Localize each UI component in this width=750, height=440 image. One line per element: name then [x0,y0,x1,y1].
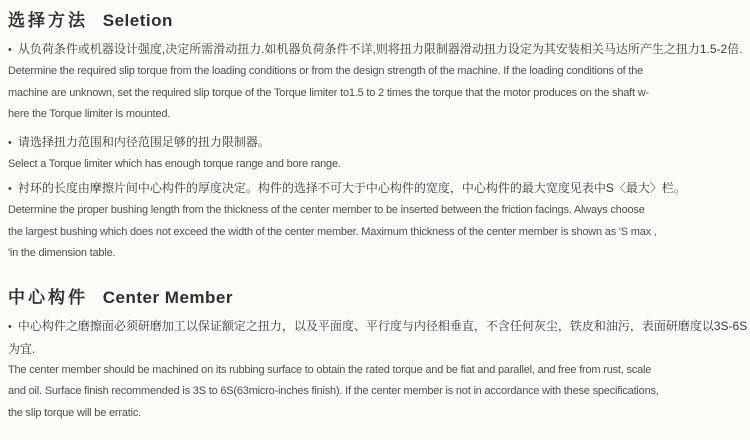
bullet-marker: • [8,44,12,56]
section-selection [8,10,744,265]
text-line-en: Determine the required slip torque from the loading conditions or from the design strength of the machine. If the loading conditions of the [8,65,644,77]
text-line-en: the largest bushing which does not exceed the width of the center member. Maximum thickness of the center member is shown as 'S max , [8,225,657,238]
text-line-en: machine are unknown, set the required slip torque of the Torque limiter to1.5 to 2 times the torque that the motor produces on the shaft w- [8,86,649,99]
text-line-en: here the Torque limiter is mounted. [8,108,171,120]
text-line-en: The center member should be machined on its rubbing surface to obtain the rated torque and be fiat and parallel, and free from rust, scale [8,363,652,376]
bullet-line-rubbing-surface-zh [8,315,748,338]
bullet-text: 从负荷条件或机器设计强度,决定所需滑动扭力.如机器负荷条件不详,则将扭力限制器滑动扭力设定为其安装相关马达所产生之扭力1.5-2倍. [17,42,743,56]
bullet-text: 中心构件之磨擦面必须研磨加工以保证额定之扭力，以及平面度、平行度与内径相垂直，不含任何灰尘，铁皮和油污，表面研磨度以3S-6S [17,318,748,333]
bullet-marker: • [8,320,12,333]
bullet-text: 请选择扭力范围和内径范围足够的扭力限制器。 [17,134,270,149]
bullet-line-slip-torque-zh [8,38,744,61]
bullet-line-bushing-zh [8,177,744,200]
text-line-en: Determine the proper bushing length from the thickness of the center member to be inserted between the friction facings. Always choose [8,204,645,216]
heading-center-member-zh: 中心构件 [8,287,88,307]
heading-selection [8,10,744,32]
bullet-continuation-zh: 为宜. [8,341,36,356]
heading-center-member [8,287,744,309]
text-line-en: and oil. Surface finish recommended is 3S to 6S(63micro-inches finish). If the center member is not in accordance with these specifications, [8,385,659,397]
heading-center-member-en: Center Member [102,287,233,307]
text-line-en: the slip torque will be erratic. [8,406,141,419]
text-line-en: Select a Torque limiter which has enough torque range and bore range. [8,157,341,170]
section-center-member [8,287,748,425]
heading-selection-en: Seletion [102,11,173,30]
text-line-en: 'in the dimension table. [8,247,116,259]
bullet-text: 衬环的长度由摩擦片间中心构件的厚度决定。构件的选择不可大于中心构件的宽度，中心构件的最大宽度见表中S〈最大〉栏。 [17,181,686,195]
bullet-marker: • [8,136,12,149]
heading-selection-zh: 选择方法 [8,11,88,30]
bullet-line-torque-range-zh [8,131,744,154]
bullet-marker: • [8,183,12,195]
